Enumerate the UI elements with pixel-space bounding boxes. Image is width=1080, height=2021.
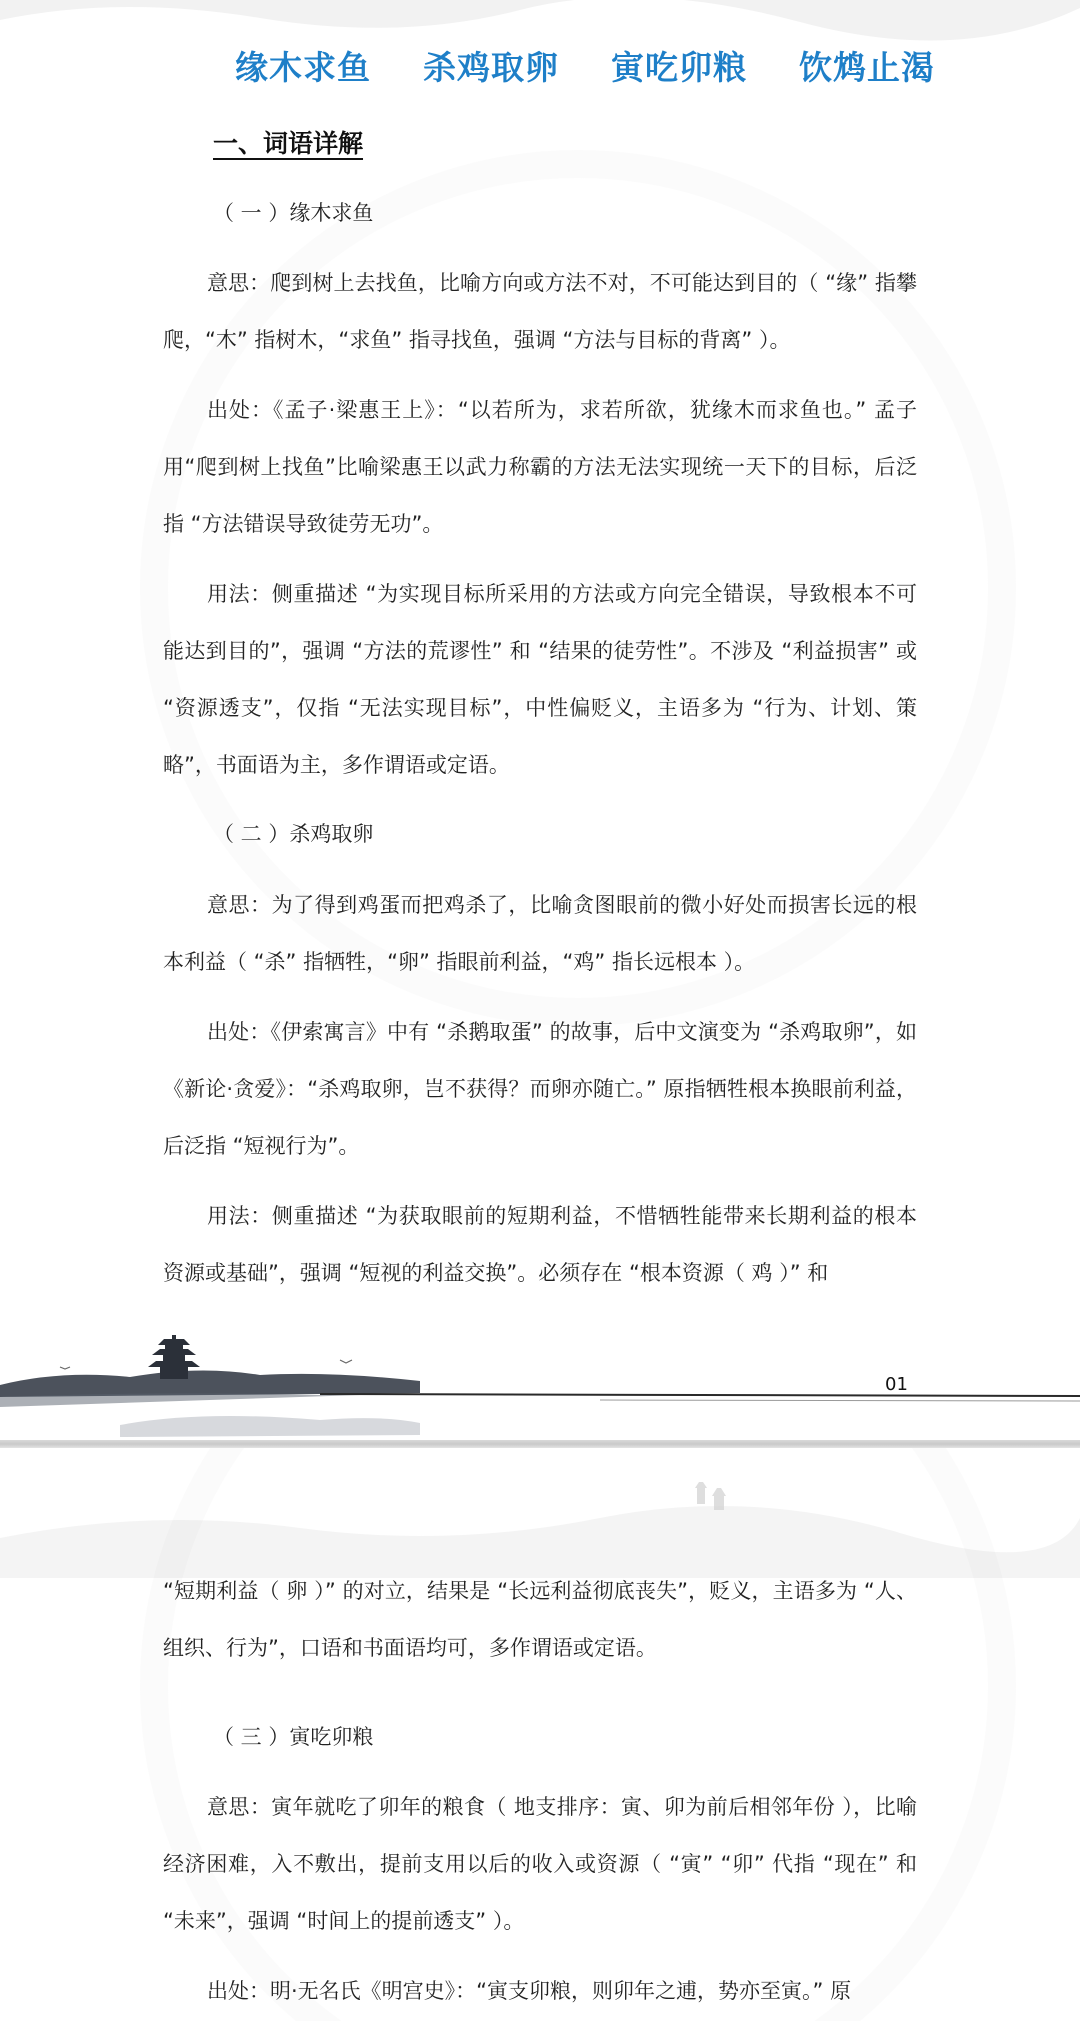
idiom-title-2: 杀鸡取卵	[423, 48, 559, 87]
document-page-2	[0, 1448, 1080, 2021]
continued-usage-paragraph: “短期利益（ 卵 ）” 的对立，结果是 “长远利益彻底丧失”，贬义，主语多为 “人、组织、行为”，口语和书面语均可，多作谓语或定语。	[163, 1579, 917, 1660]
mountain-wash-decoration	[0, 1448, 1080, 1578]
source-paragraph: 出处：《伊索寓言》中有 “杀鹅取蛋” 的故事，后中文演变为 “杀鸡取卵”，如《新论·贪爱》：“杀鸡取卵，岂不获得？而卵亦随亡。” 原指牺牲根本换眼前利益，后泛指 “短视行为”。	[163, 1020, 917, 1158]
subsection-2-body	[163, 877, 917, 1302]
usage-paragraph: 用法：侧重描述 “为实现目标所采用的方法或方向完全错误，导致根本不可能达到目的”，强调 “方法的荒谬性” 和 “结果的徒劳性”。不涉及 “利益损害” 或 “资源透支”，仅指 “无法实现目标”，中性偏贬义，主语多为 “行为、计划、策略”，书面语为主，多作谓语或定语。	[163, 582, 917, 777]
meaning-paragraph: 意思：爬到树上去找鱼，比喻方向或方法不对，不可能达到目的（ “缘” 指攀爬，“木” 指树木，“求鱼” 指寻找鱼，强调 “方法与目标的背离” ）。	[163, 271, 917, 352]
subsection-heading-2: （ 二 ）杀鸡取卵	[213, 822, 374, 846]
usage-paragraph: 用法：侧重描述 “为获取眼前的短期利益，不惜牺牲能带来长期利益的根本资源或基础”，强调 “短视的利益交换”。必须存在 “根本资源（ 鸡 ）” 和	[163, 1204, 917, 1285]
idiom-title-row	[0, 42, 1080, 89]
idiom-title-1: 缘木求鱼	[235, 48, 371, 87]
subsection-1-body	[163, 255, 917, 794]
page-separator	[0, 1440, 1080, 1448]
page-number: 01	[885, 1374, 908, 1395]
meaning-paragraph: 意思：为了得到鸡蛋而把鸡杀了，比喻贪图眼前的微小好处而损害长远的根本利益（ “杀” 指牺牲，“卵” 指眼前利益，“鸡” 指长远根本 ）。	[163, 893, 917, 974]
idiom-title-3: 寅吃卯粮	[611, 48, 747, 87]
source-paragraph: 出处：明·无名氏《明宫史》：“寅支卯粮，则卯年之逋，势亦至寅。” 原	[207, 1979, 852, 2003]
subsection-3-body	[163, 1779, 917, 2020]
section-heading: 一、词语详解	[213, 129, 364, 158]
idiom-title-4: 饮鸩止渴	[799, 48, 935, 87]
meaning-paragraph: 意思：寅年就吃了卯年的粮食（ 地支排序：寅、卯为前后相邻年份 ），比喻经济困难，入不敷出，提前支用以后的收入或资源（ “寅” “卯” 代指 “现在” 和 “未来”，强调 “时间上的提前透支” ）。	[163, 1795, 917, 1933]
continuation-body	[163, 1563, 917, 1677]
source-paragraph: 出处：《孟子·梁惠王上》：“以若所为，求若所欲，犹缘木而求鱼也。” 孟子用“爬到树上找鱼”比喻梁惠王以武力称霸的方法无法实现统一天下的目标，后泛指 “方法错误导致徒劳无功”。	[163, 398, 917, 536]
subsection-heading-1: （ 一 ）缘木求鱼	[213, 201, 374, 225]
ink-landscape-pagoda-decoration	[0, 1315, 1080, 1440]
subsection-heading-3: （ 三 ）寅吃卯粮	[213, 1725, 374, 1749]
